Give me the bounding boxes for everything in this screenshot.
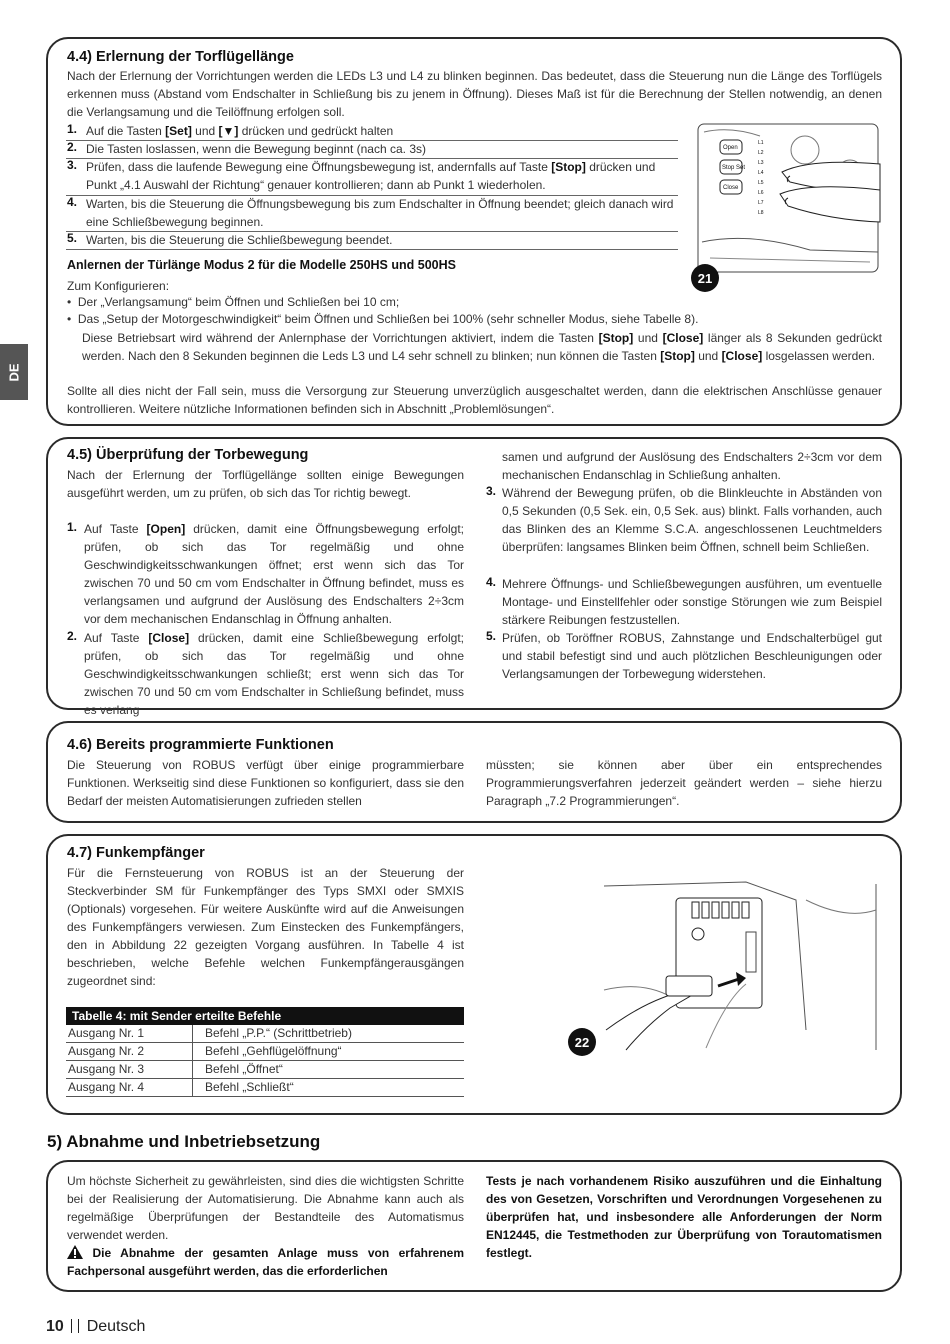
section-5-right: Tests je nach vorhandenem Risiko auszuführen und die Einhaltung des von Gesetzen, Vorschriften und Verordnungen Vorgesehenen zu überprüfen hat, und insbesondere alle Anforderungen der Norm EN12445, die Testmethoden zur Überprüfung von Torautomatismen festlegt. xyxy=(486,1174,882,1260)
svg-text:L8: L8 xyxy=(758,210,764,216)
language-tab: DE xyxy=(0,344,28,400)
svg-text:Close: Close xyxy=(723,185,739,191)
page-footer xyxy=(46,1318,145,1336)
svg-text:L5: L5 xyxy=(758,180,764,186)
check-item-3: Während der Bewegung prüfen, ob die Blinkleuchte in Abständen von 0,5 Sekunden (0,5 Sek. ein, 0,5 Sek. aus) blinkt. Falls vorhanden, auch das Blinken des an Klemme S.C.A. angeschlossenen Leuchtmelders überprüfen: langsames Blinken beim Öffnen, schnell beim Schließen. xyxy=(502,486,882,554)
bullet-2: • Das „Setup der Motorgeschwindigkeit“ beim Öffnen und Schließen bei 100% (sehr schneller Modus, siehe Tabelle 8). xyxy=(67,312,699,326)
table-4 xyxy=(66,1007,464,1097)
section-5-warning: Die Abnahme der gesamten Anlage muss von erfahrenem Fachpersonal ausgeführt werden, das die erforderlichen xyxy=(67,1246,464,1278)
section-5-left: Um höchste Sicherheit zu gewährleisten, sind dies die wichtigsten Schritte bei der Realisierung der Automatisierung. Die Abnahme kann auch als regelmäßige Überprüfungen der Bestandteile des Automatismus verwendet werden. xyxy=(67,1174,464,1242)
section-4-7-text: Für die Fernsteuerung von ROBUS ist an der Steuerung der Steckverbinder SM für Funkempfänger des Typs SMXI oder SMXIS (Optionals) vorgesehen. Für weitere Auskünfte wird auf die Anweisungen des Funkempfängers verwiesen. Zum Einstecken des Funkempfängers, den in Abbildung 22 gezeigten Vorgang ausführen. In Tabelle 4 ist beschrieben, welche Befehle welchen Funkempfängerausgängen zugeordnet sind: xyxy=(67,866,464,988)
svg-text:Open: Open xyxy=(723,145,738,151)
check-item-1: Auf Taste [Open] drücken, damit eine Öffnungsbewegung erfolgt; prüfen, ob sich das Tor regelmäßig und ohne Geschwindigkeitsschwankungen öffnet; erst wenn sich das Tor zwischen 70 und 50 cm vom Endschalter in Öffnung befindet, muss es verlangsamen und aufgrund der Auslösung des Endschalters 2÷3cm vor dem mechanischen Endanschlag in Öffnung anhalten. xyxy=(84,522,464,626)
svg-text:L7: L7 xyxy=(758,200,764,206)
section-4-5-title: 4.5) Überprüfung der Torbewegung xyxy=(67,447,309,463)
check-item-5: Prüfen, ob Toröffner ROBUS, Zahnstange und Endschalterbügel gut und stabil befestigt sind und auch plötzlichen Beschleunigungen oder Verlangsamungen der Torbewegung widerstehen. xyxy=(502,631,882,681)
svg-text:Stop Set: Stop Set xyxy=(722,165,746,171)
step-5: Warten, bis die Steuerung die Schließbewegung beendet. xyxy=(86,233,393,247)
step-3: Prüfen, dass die laufende Bewegung eine Öffnungsbewegung ist, andernfalls auf Taste [Stop] drücken und Punkt „4.1 Auswahl der Richtung“ genauer kontrollieren; dann ab Punkt 1 wiederholen. xyxy=(86,160,656,192)
footer-language: Deutsch xyxy=(86,1318,146,1335)
section-4-5-intro: Nach der Erlernung der Torflügellänge sollten einige Bewegungen ausgeführt werden, um zu prüfen, ob sich das Tor richtig bewegt. xyxy=(67,468,464,500)
step-2: Die Tasten loslassen, wenn die Bewegung beginnt (nach ca. 3s) xyxy=(86,142,426,156)
figure-22-number: 22 xyxy=(568,1028,596,1056)
figure-21-number: 21 xyxy=(691,264,719,292)
figure-21-control-panel xyxy=(690,122,886,274)
check-item-4: Mehrere Öffnungs- und Schließbewegungen ausführen, um eventuelle Montage- und Einstellfehler oder sonstige Störungen wie zum Beispiel stärkere Reibungen festzustellen. xyxy=(502,577,882,627)
table-4-title: Tabelle 4: mit Sender erteilte Befehle xyxy=(66,1007,464,1025)
svg-text:L6: L6 xyxy=(758,190,764,196)
section-4-6-title: 4.6) Bereits programmierte Funktionen xyxy=(67,737,334,753)
step-4: Warten, bis die Steuerung die Öffnungsbewegung bis zum Endschalter in Öffnung beendet; gleich danach wird eine Schließbewegung beginnen. xyxy=(86,197,674,229)
svg-text:L1: L1 xyxy=(758,140,764,146)
check-item-2-cont: samen und aufgrund der Auslösung des Endschalters 2÷3cm vor dem mechanischen Endanschlag in Schließung anhalten. xyxy=(502,450,882,482)
section-4-6-right: müssten; sie können aber über ein entsprechendes Programmierungsverfahren jederzeit geändert werden – siehe hierzu Paragraph „7.2 Programmierungen“. xyxy=(486,758,882,808)
svg-text:L4: L4 xyxy=(758,170,764,176)
figure-22-receiver xyxy=(596,880,886,1056)
section-4-4-closing: Sollte all dies nicht der Fall sein, muss die Versorgung zur Steuerung unverzüglich ausgeschaltet werden, dann die elektrischen Anschlüsse genauer kontrollieren. Weitere nützliche Informationen befinden sich in Abschnitt „Problemlösungen“. xyxy=(67,384,882,416)
section-5-title: 5) Abnahme und Inbetriebsetzung xyxy=(47,1132,321,1151)
table-row: Ausgang Nr. 1 Befehl „P.P.“ (Schrittbetrieb) xyxy=(66,1025,464,1043)
table-row: Ausgang Nr. 4 Befehl „Schließt“ xyxy=(66,1079,464,1097)
warning-icon xyxy=(67,1245,83,1259)
check-item-2: Auf Taste [Close] drücken, damit eine Schließbewegung erfolgt; prüfen, ob sich das Tor regelmäßig und ohne Geschwindigkeitsschwankungen schließt; erst wenn sich das Tor zwischen 70 und 50 cm vom Endschalter in Schließung befindet, muss es verlang xyxy=(84,631,464,717)
mode-description: Diese Betriebsart wird während der Anlernphase der Vorrichtungen aktiviert, indem die Tasten [Stop] und [Close] länger als 8 Sekunden gedrückt werden. Nach den 8 Sekunden beginnen die Leds L3 und L4 sehr schnell zu blinken; nun können die Tasten [Stop] und [Close] losgelassen werden. xyxy=(82,331,882,363)
panel-buttons xyxy=(720,140,745,194)
section-4-6-left: Die Steuerung von ROBUS verfügt über einige programmierbare Funktionen. Werkseitig sind diese Funktionen so konfiguriert, dass sie den Bedarf der meisten Automatisierungen zufrieden stellen xyxy=(67,758,464,808)
table-row: Ausgang Nr. 2 Befehl „Gehflügelöffnung“ xyxy=(66,1043,464,1061)
svg-text:L2: L2 xyxy=(758,150,764,156)
section-4-4-subtitle: Anlernen der Türlänge Modus 2 für die Modelle 250HS und 500HS xyxy=(67,258,456,272)
config-label: Zum Konfigurieren: xyxy=(67,279,170,293)
section-4-4-title: 4.4) Erlernung der Torflügellänge xyxy=(67,49,294,65)
table-row: Ausgang Nr. 3 Befehl „Öffnet“ xyxy=(66,1061,464,1079)
section-4-4-intro: Nach der Erlernung der Vorrichtungen werden die LEDs L3 und L4 zu blinken beginnen. Das bedeutet, dass die Steuerung nun die Länge des Torflügels erkennen muss (Abstand vom Endschalter in Schließung bis zu jenem in Öffnung). Dieses Maß ist für die Berechnung der Stellen notwendig, an denen die Verlangsamung und die Teilöffnung erfolgen soll. xyxy=(67,69,882,119)
svg-text:L3: L3 xyxy=(758,160,764,166)
section-4-7-title: 4.7) Funkempfänger xyxy=(67,845,205,861)
page-number: 10 xyxy=(46,1318,64,1335)
step-1: Auf die Tasten [Set] und [▼] drücken und gedrückt halten xyxy=(86,124,394,138)
bullet-1: • Der „Verlangsamung“ beim Öffnen und Schließen bei 10 cm; xyxy=(67,295,400,309)
